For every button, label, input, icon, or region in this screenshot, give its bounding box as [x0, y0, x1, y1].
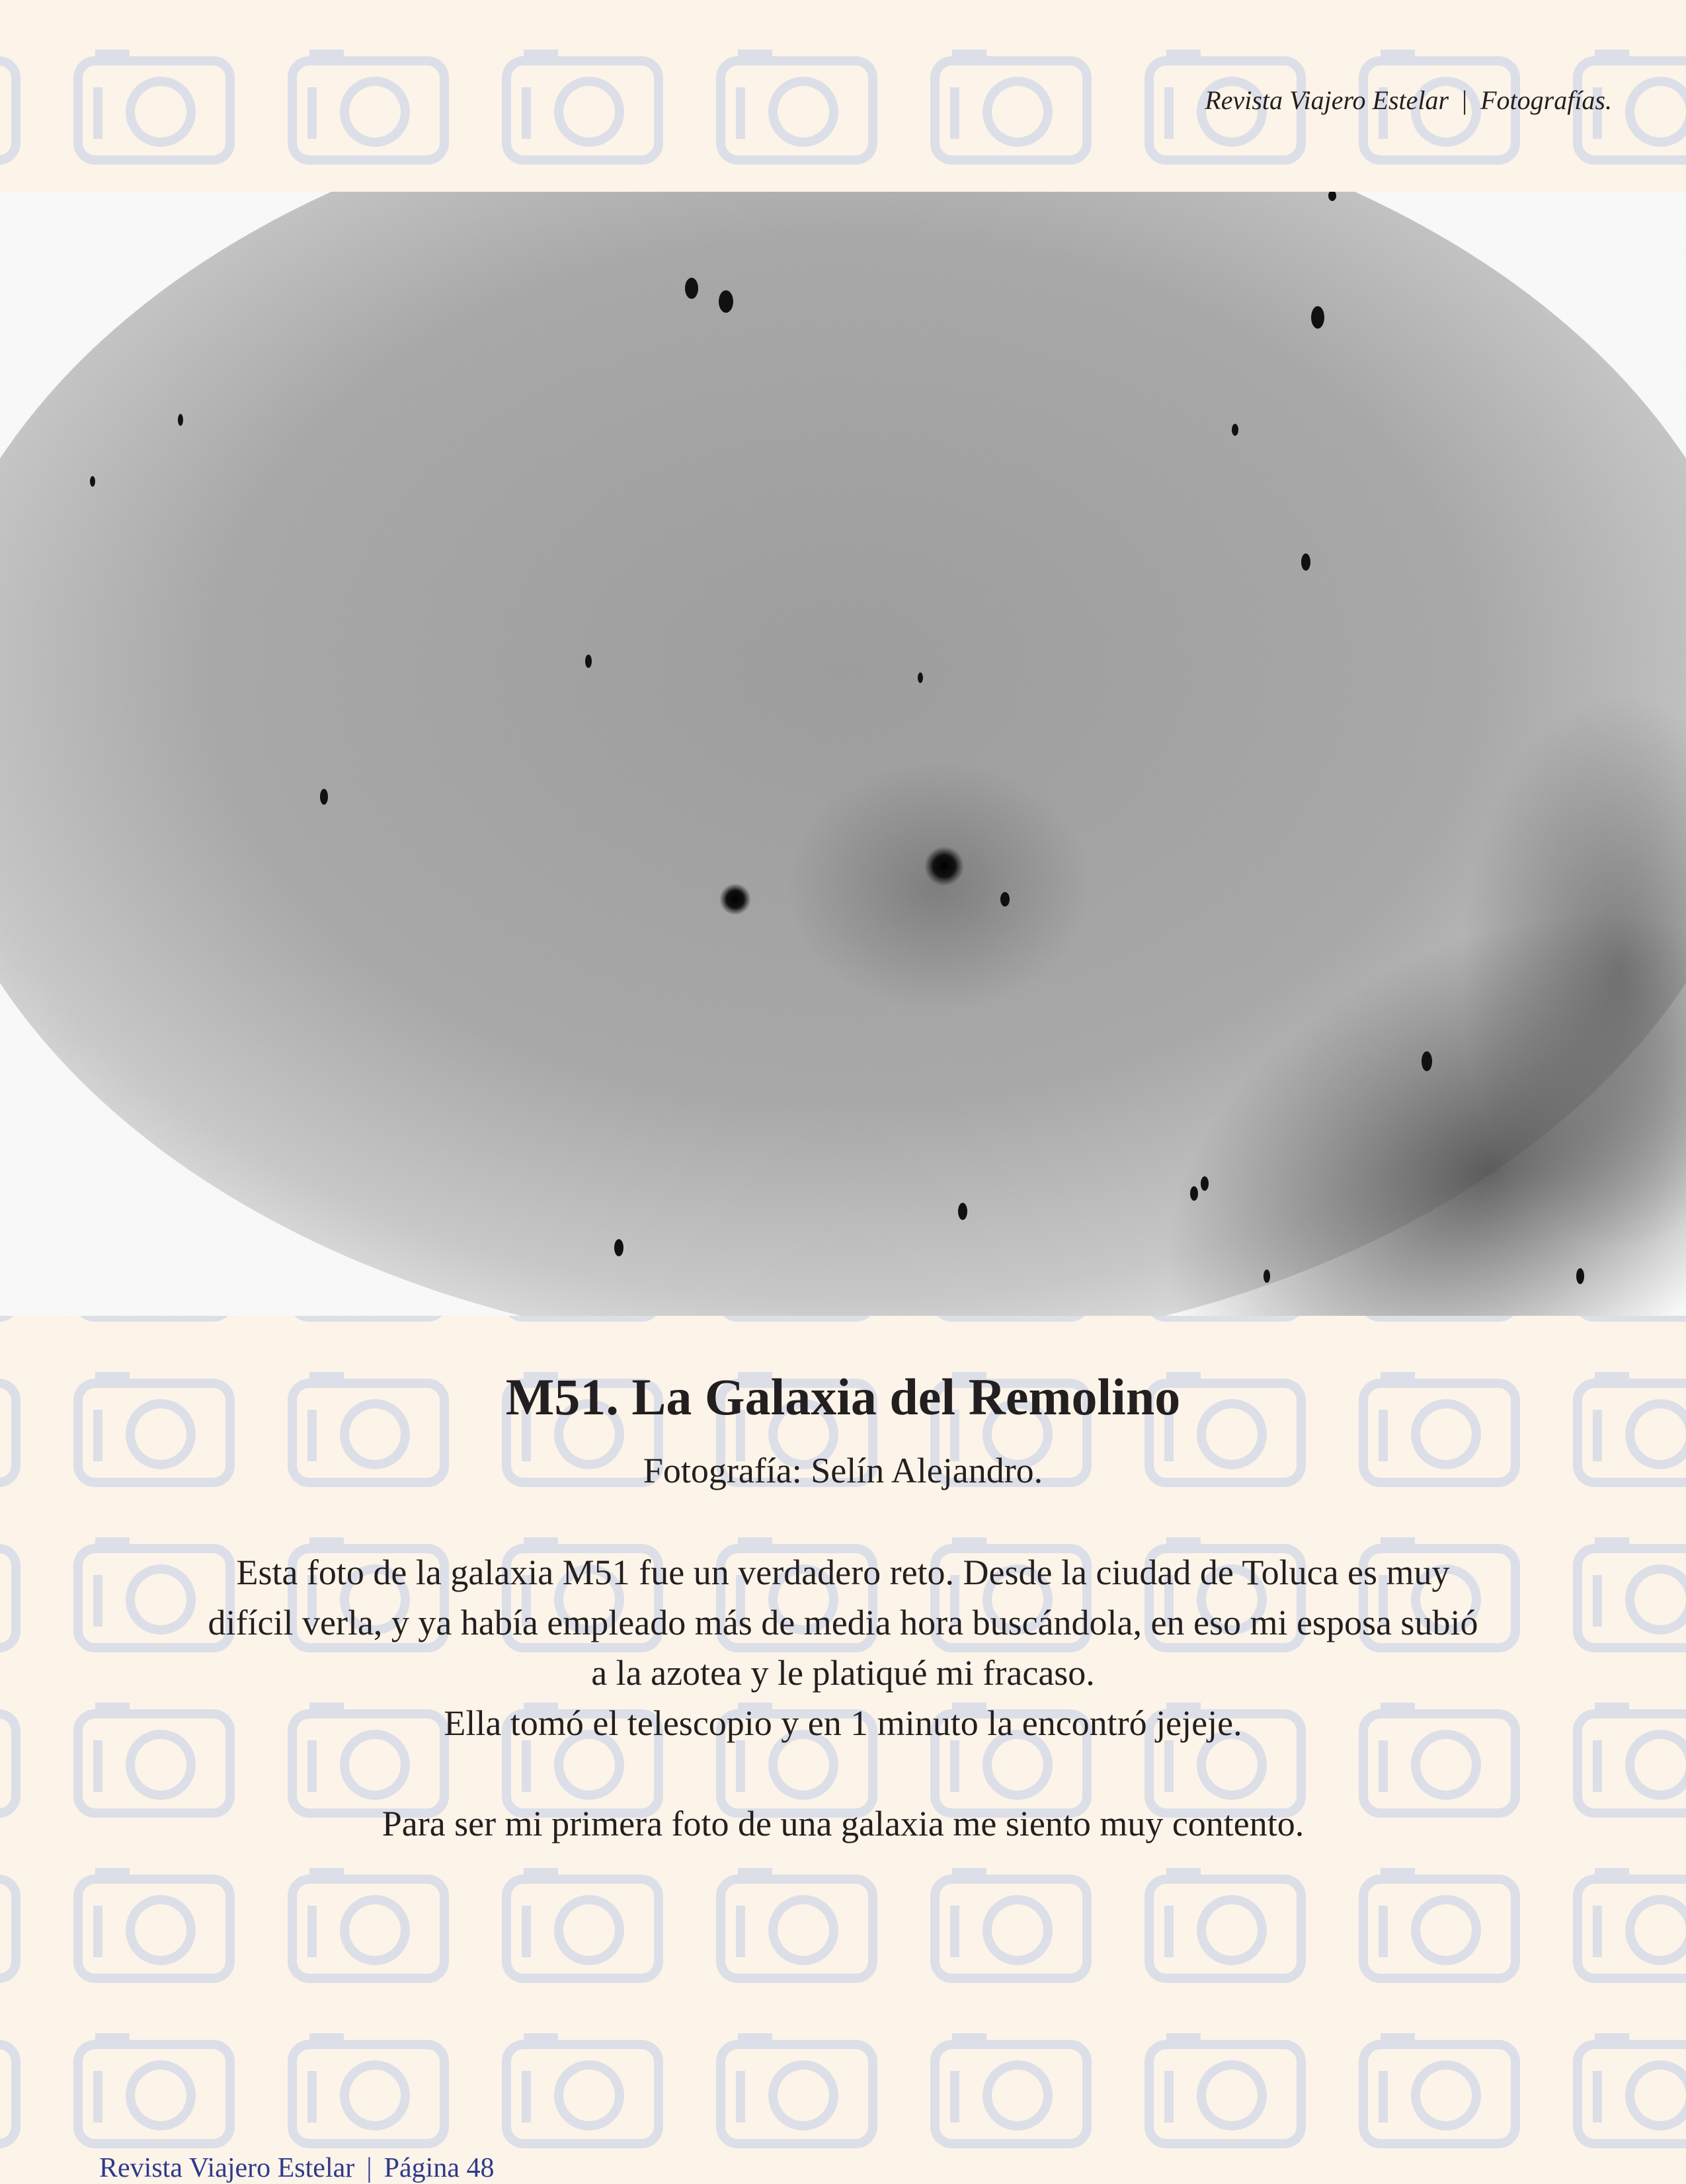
- body-line: Esta foto de la galaxia M51 fue un verdadero reto. Desde la ciudad de Toluca es muy: [236, 1553, 1450, 1592]
- body-line: difícil verla, y ya había empleado más de media hora buscándola, en eso mi esposa subió: [208, 1603, 1478, 1642]
- page-number: Página 48: [383, 2153, 495, 2183]
- header-separator: |: [1462, 85, 1468, 115]
- header-magazine: Revista Viajero Estelar: [1205, 85, 1449, 115]
- page-footer: [99, 2152, 494, 2184]
- galaxy-photo: [0, 192, 1686, 1316]
- photo-credit: Fotografía: Selín Alejandro.: [643, 1451, 1043, 1490]
- article-body: [93, 1547, 1593, 1849]
- body-closing-line: Para ser mi primera foto de una galaxia me siento muy contento.: [381, 1804, 1305, 1843]
- footer-separator: |: [366, 2153, 372, 2183]
- header-section: Fotografías.: [1480, 85, 1612, 115]
- body-line: Ella tomó el telescopio y en 1 minuto la encontró jejeje.: [444, 1703, 1242, 1743]
- footer-magazine: Revista Viajero Estelar: [99, 2153, 355, 2183]
- body-line: a la azotea y le platiqué mi fracaso.: [591, 1653, 1095, 1693]
- article-title: M51. La Galaxia del Remolino: [505, 1368, 1181, 1426]
- running-header: [1205, 85, 1612, 116]
